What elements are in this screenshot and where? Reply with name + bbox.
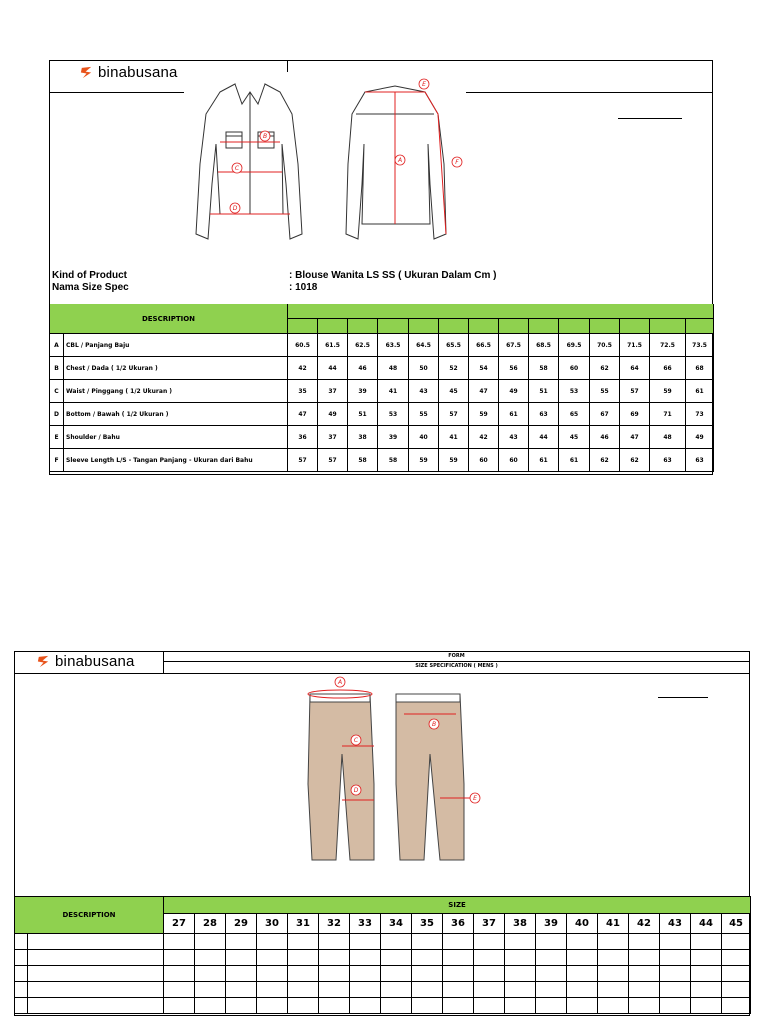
size-cell [686,319,714,334]
spec-value: 65 [559,403,590,426]
spec-value: 67.5 [499,334,529,357]
brand-name: binabusana [55,653,135,670]
spec-value: 62 [620,449,650,472]
spec-value: 41 [439,426,469,449]
spec-value: 69.5 [559,334,590,357]
size-cell [499,319,529,334]
brand-logo [79,64,178,81]
empty-cell [319,982,350,998]
spec-value: 53 [378,403,409,426]
empty-cell [443,982,474,998]
empty-cell [15,966,28,982]
spec-value: 69 [620,403,650,426]
empty-cell [412,966,443,982]
spec-value: 63 [529,403,559,426]
empty-cell [15,950,28,966]
spec-value: 59 [409,449,439,472]
spec-value: 60 [559,357,590,380]
spec-value: 71 [650,403,686,426]
empty-cell [722,982,751,998]
brand-name: binabusana [98,64,178,81]
spec-row [50,334,714,357]
empty-cell [412,982,443,998]
marker-a: A [397,157,403,164]
spec-value: 37 [318,426,348,449]
size-cell [288,319,318,334]
divider [49,92,184,93]
marker-c: C [353,737,359,744]
size-label: 38 [505,914,536,934]
empty-cell [164,998,195,1014]
empty-cell [412,950,443,966]
spec-value: 61.5 [318,334,348,357]
spec-value: 62 [590,357,620,380]
spec-value: 57 [318,449,348,472]
spec-value: 58 [529,357,559,380]
empty-cell [474,982,505,998]
spec-value: 49 [318,403,348,426]
spec-value: 51 [529,380,559,403]
marker-b: B [431,721,437,728]
spec-value: 42 [288,357,318,380]
empty-cell [257,934,288,950]
spec-value: 59 [439,449,469,472]
spec-value: 47 [620,426,650,449]
size-label: 35 [412,914,443,934]
row-code: A [50,334,64,357]
description-header: DESCRIPTION [15,897,164,934]
size-label: 45 [722,914,751,934]
spec-value: 59 [469,403,499,426]
empty-cell [691,966,722,982]
spec-value: 49 [686,426,714,449]
size-cell [620,319,650,334]
empty-cell [28,934,164,950]
size-label: 31 [288,914,319,934]
spec-value: 62.5 [348,334,378,357]
spec-value: 63 [650,449,686,472]
empty-cell [195,950,226,966]
row-description: Bottom / Bawah ( 1/2 Ukuran ) [64,403,288,426]
spec-value: 55 [590,380,620,403]
empty-cell [164,982,195,998]
spec-value: 61 [686,380,714,403]
empty-cell [629,998,660,1014]
kind-of-product-label: Kind of Product [52,270,127,281]
spec-value: 57 [620,380,650,403]
empty-cell [319,950,350,966]
empty-cell [350,982,381,998]
empty-cell [288,982,319,998]
spec-row [15,998,751,1014]
spec-value: 59 [650,380,686,403]
empty-cell [381,998,412,1014]
row-code: C [50,380,64,403]
spec-value: 67 [590,403,620,426]
empty-cell [598,982,629,998]
size-label: 29 [226,914,257,934]
spec-value: 64 [620,357,650,380]
blouse-illustration [180,74,470,249]
spec-row [15,934,751,950]
spec-value: 65.5 [439,334,469,357]
size-label: 41 [598,914,629,934]
spec-value: 57 [288,449,318,472]
spec-row [15,966,751,982]
spec-value: 66 [650,357,686,380]
spec-value: 41 [378,380,409,403]
empty-cell [195,998,226,1014]
size-label: 43 [660,914,691,934]
size-label: 28 [195,914,226,934]
empty-cell [319,966,350,982]
empty-cell [722,934,751,950]
empty-cell [412,998,443,1014]
empty-cell [319,998,350,1014]
spec-value: 61 [499,403,529,426]
empty-cell [443,950,474,966]
empty-cell [381,966,412,982]
empty-cell [381,950,412,966]
size-spec-value: : 1018 [289,282,318,293]
empty-cell [28,998,164,1014]
spec-row [50,426,714,449]
empty-cell [722,950,751,966]
size-label: 33 [350,914,381,934]
empty-cell [567,950,598,966]
size-label: 34 [381,914,412,934]
empty-cell [257,966,288,982]
empty-cell [629,950,660,966]
form-label: FORM [448,653,465,659]
empty-cell [28,966,164,982]
empty-cell [536,950,567,966]
row-code: E [50,426,64,449]
empty-cell [195,982,226,998]
signature-line [618,118,682,119]
row-description: Shoulder / Bahu [64,426,288,449]
empty-cell [505,998,536,1014]
spec-row [50,357,714,380]
empty-cell [660,998,691,1014]
spec-value: 53 [559,380,590,403]
empty-cell [350,950,381,966]
empty-cell [28,982,164,998]
empty-cell [288,934,319,950]
empty-cell [226,934,257,950]
row-description: Sleeve Length L/S - Tangan Panjang - Ukuran dari Bahu [64,449,288,472]
marker-a: A [337,679,343,686]
size-cell [439,319,469,334]
empty-cell [15,934,28,950]
empty-cell [691,950,722,966]
spec-value: 37 [318,380,348,403]
empty-cell [629,934,660,950]
spec-value: 62 [590,449,620,472]
spec-value: 61 [529,449,559,472]
size-label: 32 [319,914,350,934]
empty-cell [257,950,288,966]
empty-cell [257,998,288,1014]
spec-value: 45 [439,380,469,403]
empty-cell [412,934,443,950]
spec-value: 48 [650,426,686,449]
marker-e: E [422,81,426,88]
spec-value: 42 [469,426,499,449]
spec-value: 61 [559,449,590,472]
spec-value: 60.5 [288,334,318,357]
brand-logo [36,653,135,670]
empty-cell [691,982,722,998]
size-cell [559,319,590,334]
empty-cell [350,966,381,982]
empty-cell [443,966,474,982]
spec-value: 68 [686,357,714,380]
empty-cell [443,998,474,1014]
row-code: D [50,403,64,426]
brand-mark-icon [79,65,94,80]
spec-row [50,403,714,426]
empty-cell [288,950,319,966]
empty-cell [288,966,319,982]
size-cell [348,319,378,334]
empty-cell [474,934,505,950]
empty-cell [598,934,629,950]
empty-cell [722,966,751,982]
spec-value: 73 [686,403,714,426]
spec-value: 68.5 [529,334,559,357]
empty-cell [195,934,226,950]
divider [287,60,288,72]
row-code: F [50,449,64,472]
spec-row [50,380,714,403]
spec-value: 44 [529,426,559,449]
empty-cell [660,934,691,950]
empty-cell [567,934,598,950]
empty-cell [381,982,412,998]
empty-cell [195,966,226,982]
empty-cell [536,934,567,950]
size-label: 36 [443,914,474,934]
empty-cell [226,998,257,1014]
empty-cell [350,998,381,1014]
spec-value: 56 [499,357,529,380]
empty-cell [691,998,722,1014]
empty-cell [505,934,536,950]
empty-cell [28,950,164,966]
spec-value: 51 [348,403,378,426]
spec-value: 60 [499,449,529,472]
empty-cell [474,966,505,982]
spec-value: 64.5 [409,334,439,357]
spec-value: 40 [409,426,439,449]
spec-value: 57 [439,403,469,426]
spec-value: 45 [559,426,590,449]
empty-cell [567,966,598,982]
empty-cell [660,950,691,966]
marker-d: D [232,205,238,212]
spec-value: 70.5 [590,334,620,357]
empty-cell [474,998,505,1014]
spec-value: 72.5 [650,334,686,357]
empty-cell [536,982,567,998]
marker-f: F [455,159,459,166]
size-label: 42 [629,914,660,934]
empty-cell [722,998,751,1014]
empty-cell [598,998,629,1014]
empty-cell [629,966,660,982]
kind-of-product-value: : Blouse Wanita LS SS ( Ukuran Dalam Cm ) [289,270,497,281]
spec-row [50,449,714,472]
empty-cell [474,950,505,966]
spec-value: 49 [499,380,529,403]
spec-value: 36 [288,426,318,449]
marker-c: C [234,165,240,172]
marker-d: D [353,787,359,794]
row-code: B [50,357,64,380]
empty-cell [567,998,598,1014]
empty-cell [629,982,660,998]
empty-cell [288,998,319,1014]
spec-row [15,982,751,998]
size-cell [469,319,499,334]
spec-value: 43 [499,426,529,449]
empty-cell [567,982,598,998]
spec-row [15,950,751,966]
form-title: SIZE SPECIFICATION ( MENS ) [415,663,498,669]
row-description: CBL / Panjang Baju [64,334,288,357]
spec-value: 55 [409,403,439,426]
divider [466,92,713,93]
empty-cell [15,982,28,998]
empty-cell [226,950,257,966]
size-cell [378,319,409,334]
empty-cell [257,982,288,998]
spec-value: 63.5 [378,334,409,357]
empty-cell [598,966,629,982]
spec-value: 63 [686,449,714,472]
size-label: 37 [474,914,505,934]
empty-cell [350,934,381,950]
size-label: 30 [257,914,288,934]
empty-cell [381,934,412,950]
row-description: Chest / Dada ( 1/2 Ukuran ) [64,357,288,380]
pants-illustration [300,674,490,866]
spec-value: 66.5 [469,334,499,357]
empty-cell [505,966,536,982]
spec-value: 46 [348,357,378,380]
spec-value: 58 [348,449,378,472]
size-label: 40 [567,914,598,934]
size-cell [650,319,686,334]
spec-value: 54 [469,357,499,380]
spec-value: 73.5 [686,334,714,357]
spec-value: 60 [469,449,499,472]
empty-cell [164,950,195,966]
spec-value: 47 [288,403,318,426]
empty-cell [226,982,257,998]
empty-cell [660,982,691,998]
signature-line [658,697,708,698]
spec-value: 38 [348,426,378,449]
row-description: Waist / Pinggang ( 1/2 Ukuran ) [64,380,288,403]
size-label: 44 [691,914,722,934]
empty-cell [164,934,195,950]
size-cell [590,319,620,334]
spec-value: 71.5 [620,334,650,357]
empty-cell [691,934,722,950]
marker-b: B [262,133,268,140]
empty-cell [226,966,257,982]
spec-value: 58 [378,449,409,472]
pants-size-table [14,896,751,1014]
empty-cell [536,998,567,1014]
spec-value: 43 [409,380,439,403]
spec-value: 39 [348,380,378,403]
empty-cell [536,966,567,982]
empty-cell [505,950,536,966]
brand-mark-icon [36,654,51,669]
spec-value: 47 [469,380,499,403]
spec-value: 50 [409,357,439,380]
size-header: SIZE [164,897,751,914]
empty-cell [319,934,350,950]
empty-cell [505,982,536,998]
size-spec-label: Nama Size Spec [52,282,129,293]
marker-e: E [473,795,477,802]
spec-value: 35 [288,380,318,403]
size-label: 27 [164,914,195,934]
empty-cell [598,950,629,966]
description-header: DESCRIPTION [50,304,288,334]
size-cell [318,319,348,334]
spec-value: 52 [439,357,469,380]
empty-cell [164,966,195,982]
empty-cell [15,998,28,1014]
spec-value: 44 [318,357,348,380]
size-cell [409,319,439,334]
spec-value: 46 [590,426,620,449]
shirt-size-table [49,304,714,472]
spec-value: 39 [378,426,409,449]
size-header [288,304,714,319]
size-label: 39 [536,914,567,934]
empty-cell [660,966,691,982]
size-cell [529,319,559,334]
spec-value: 48 [378,357,409,380]
empty-cell [443,934,474,950]
